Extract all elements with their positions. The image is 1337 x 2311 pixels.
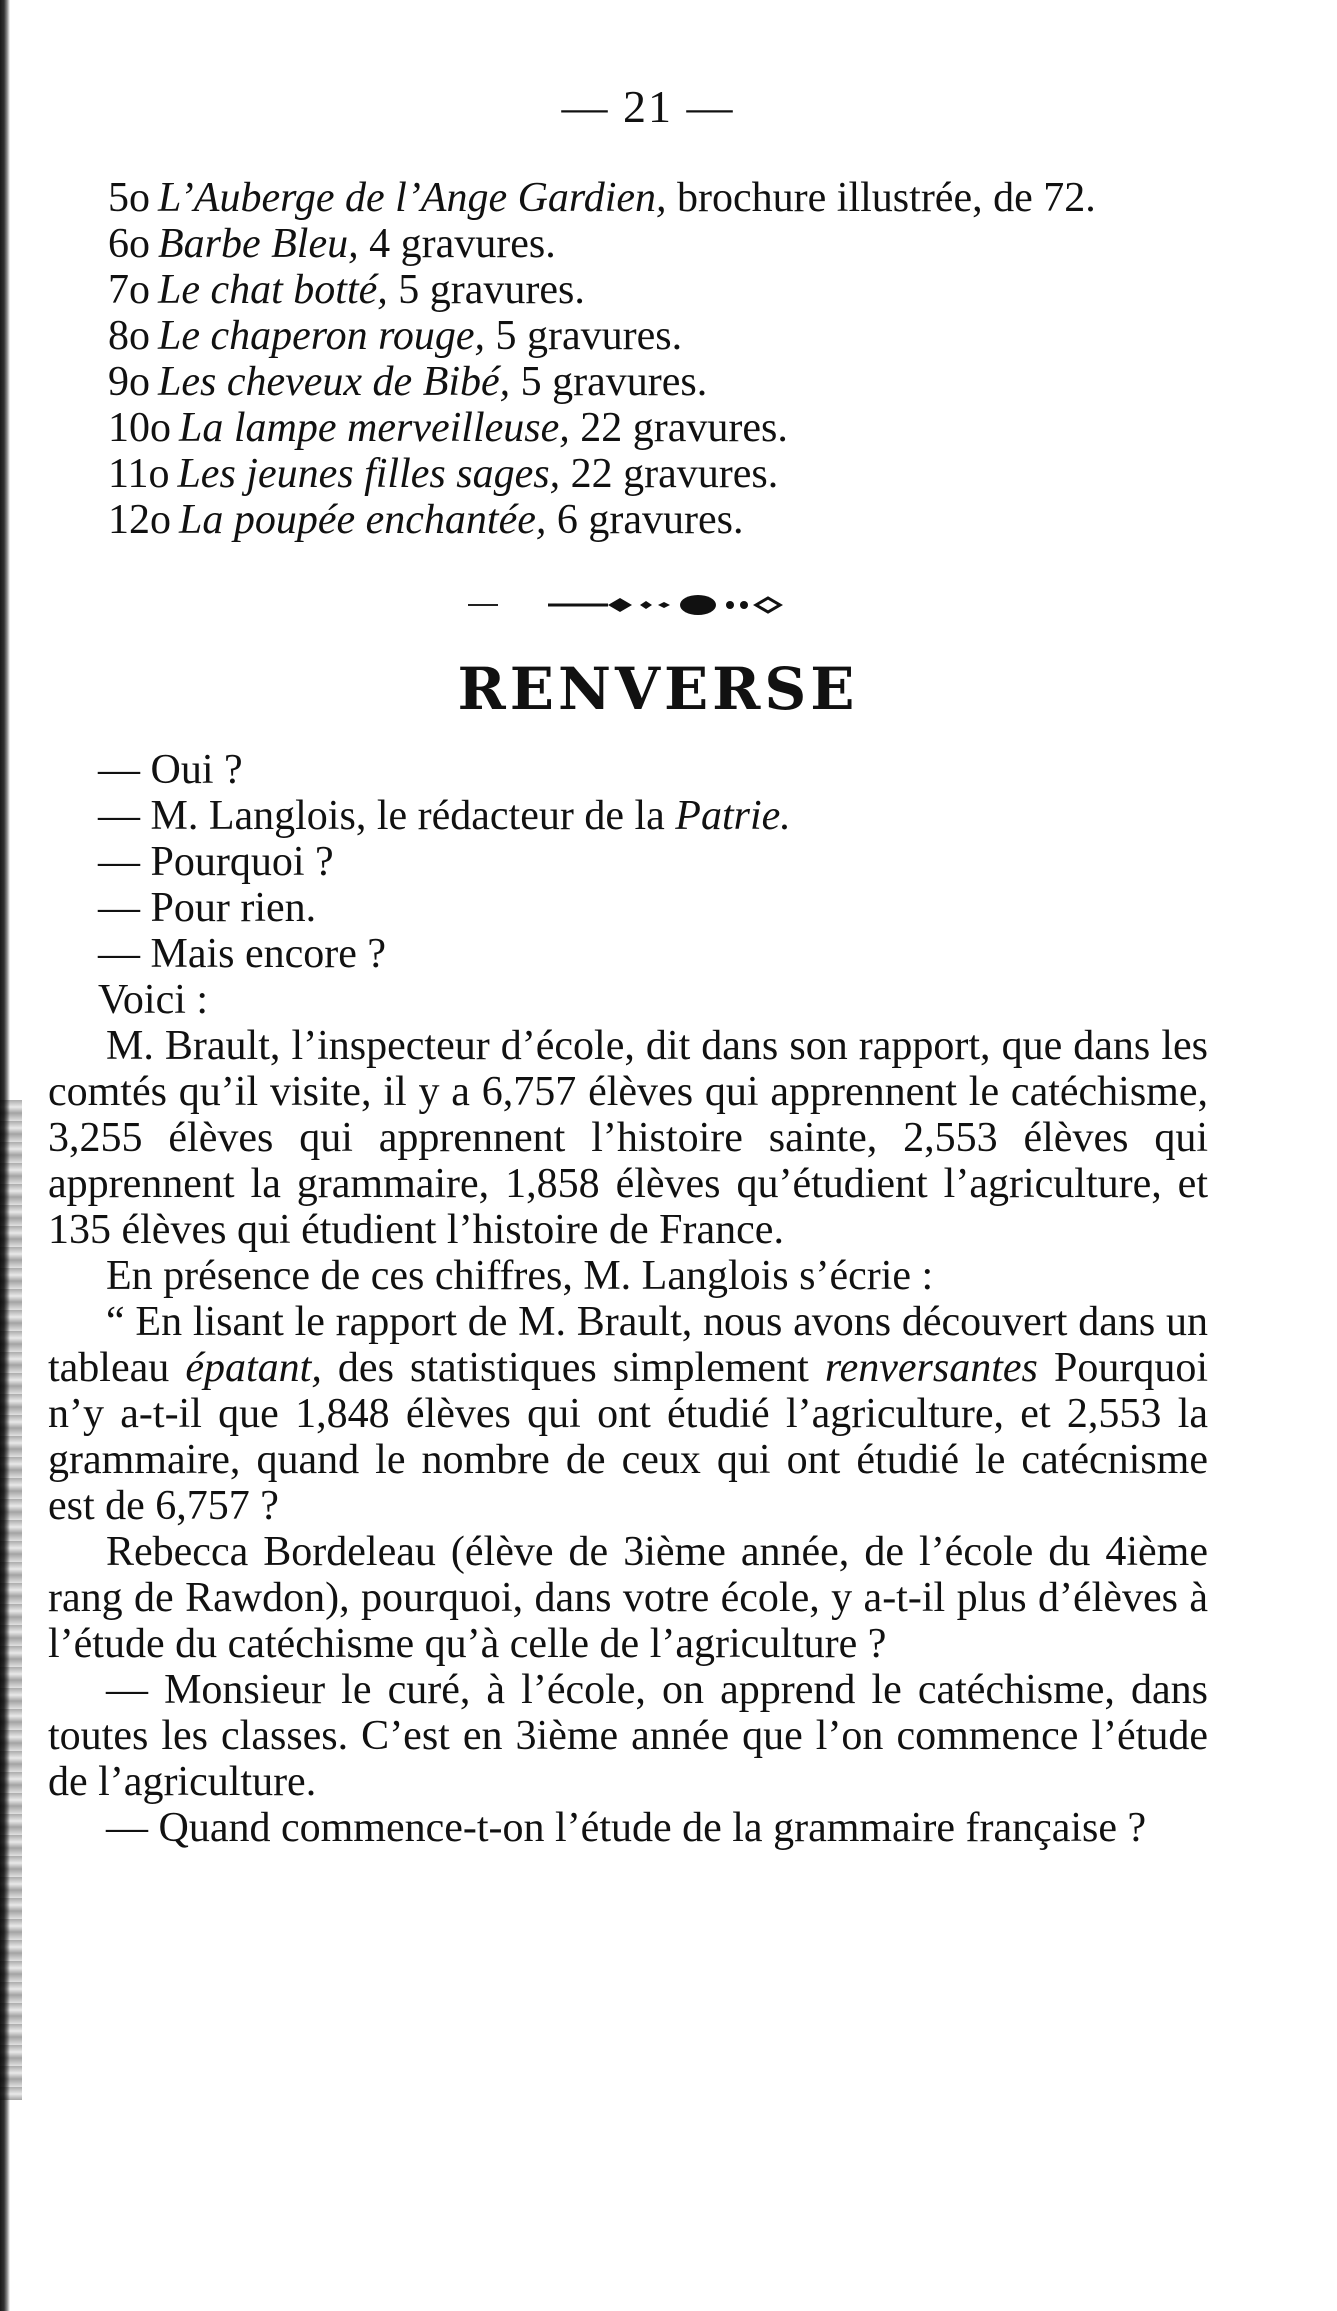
paragraph: — Monsieur le curé, à l’école, on apprend le catéchisme, dans toutes les classes. C’est en 3ième année que l’on commence l’étude de l’agriculture. <box>48 1667 1208 1805</box>
scan-edge-left-lower <box>0 1100 22 2100</box>
list-item-number: 8o <box>108 313 150 359</box>
list-item-number: 11o <box>108 451 170 497</box>
quote-text: Pourquoi n’y a-t-il que 1,848 élèves qui ont étudié l’agriculture, et 2,553 la grammaire, quand le nombre de ceux qui ont étudié le catécnisme est de 6,757 ? <box>48 1345 1209 1529</box>
list-item <box>48 175 1208 221</box>
list-item <box>48 221 1208 267</box>
list-item-number: 5o <box>108 175 150 221</box>
list-item-detail: 5 gravures. <box>510 359 708 405</box>
dialogue-line: — Mais encore ? <box>98 931 387 977</box>
list-item-number: 10o <box>108 405 171 451</box>
list-item-detail: 22 gravures. <box>569 405 788 451</box>
list-item-title: L’Auberge de l’Ange Gardien, <box>158 175 667 221</box>
gravures-list <box>48 175 1208 543</box>
list-item-number: 9o <box>108 359 150 405</box>
section-title: RENVERSE <box>457 655 859 723</box>
list-item-title: Les cheveux de Bibé, <box>158 359 511 405</box>
paragraph: En présence de ces chiffres, M. Langlois s’écrie : <box>106 1253 934 1299</box>
dialogue-line: — Pourquoi ? <box>98 839 334 885</box>
list-item-title: Le chaperon rouge, <box>158 313 485 359</box>
list-item <box>48 267 1208 313</box>
list-item-title: Le chat botté, <box>158 267 388 313</box>
list-item <box>48 359 1208 405</box>
list-item-number: 7o <box>108 267 150 313</box>
list-item-detail: 5 gravures. <box>485 313 683 359</box>
quote-text: des statistiques simplement <box>321 1345 825 1391</box>
paragraph: Rebecca Bordeleau (élève de 3ième année, de l’école du 4ième rang de Rawdon), pourquoi, dans votre école, y a-t-il plus d’élèves à l’étude du catéchisme qu’à celle de l’agriculture ? <box>48 1529 1208 1667</box>
list-item-detail: brochure illustrée, de 72. <box>666 175 1096 221</box>
list-item-title: La poupée enchantée, <box>179 497 547 543</box>
list-item-number: 12o <box>108 497 171 543</box>
emphasis-epatant: épatant, <box>185 1345 322 1391</box>
list-item-title: Barbe Bleu, <box>158 221 359 267</box>
dialogue-line: Voici : <box>98 977 209 1023</box>
list-item-detail: 4 gravures. <box>358 221 556 267</box>
list-item-detail: 5 gravures. <box>387 267 585 313</box>
list-item-title: Les jeunes filles sages, <box>177 451 561 497</box>
list-item <box>48 313 1208 359</box>
section-ornament <box>108 585 1208 625</box>
ornament-flourish-icon <box>548 590 848 620</box>
document-page <box>48 80 1208 1851</box>
list-item-title: La lampe merveilleuse, <box>179 405 570 451</box>
dialogue-line: — Pour rien. <box>98 885 317 931</box>
emphasis-renversantes: renversantes <box>824 1345 1038 1391</box>
ornament-dash <box>468 604 498 606</box>
paragraph: M. Brault, l’inspecteur d’école, dit dans son rapport, que dans les comtés qu’il visite, il y a 6,757 élèves qui apprennent le catéchisme, 3,255 élèves qui apprennent l’histoire sainte, 2,553 élèves qui apprennent la grammaire, 1,858 élèves qu’étudient l’agriculture, et 135 élèves qui étudient l’histoire de France. <box>48 1023 1208 1253</box>
list-item-number: 6o <box>108 221 150 267</box>
list-item <box>48 451 1208 497</box>
article-body <box>48 747 1208 1851</box>
page-number: — 21 — <box>561 81 735 132</box>
list-item-detail: 6 gravures. <box>546 497 744 543</box>
list-item-detail: 22 gravures. <box>560 451 779 497</box>
newspaper-name: Patrie. <box>675 793 791 839</box>
dialogue-line <box>48 793 1208 839</box>
paragraph: — Quand commence-t-on l’étude de la grammaire française ? <box>106 1805 1147 1851</box>
quote-text: “ En lisant le rapport de M. Brault, nous avons découvert dans un tableau <box>48 1299 1208 1391</box>
dialogue-line: — Oui ? <box>98 747 243 793</box>
list-item <box>48 497 1208 543</box>
dialogue-text: — M. Langlois, le rédacteur de la <box>98 793 676 839</box>
quote-paragraph <box>48 1299 1208 1529</box>
list-item <box>48 405 1208 451</box>
